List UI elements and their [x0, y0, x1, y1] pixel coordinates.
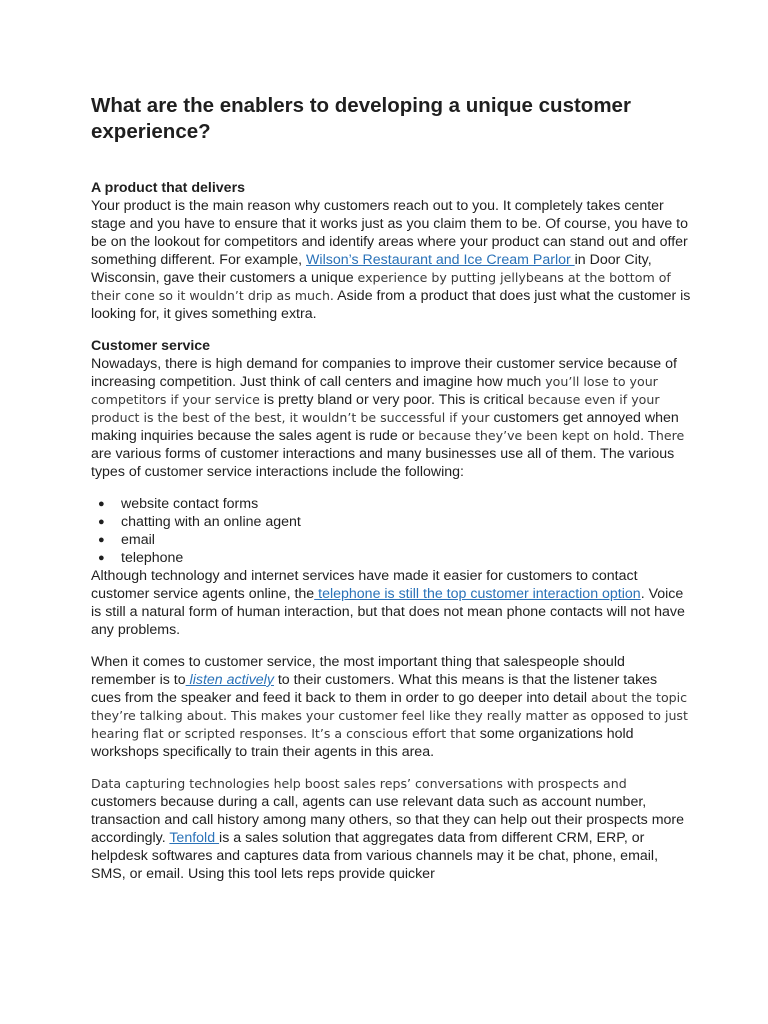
text-run: customers get annoyed when making inquiries because the sales agent is rude or	[91, 410, 679, 444]
link-listen-actively[interactable]: listen actively	[185, 672, 274, 688]
list-item-label: chatting with an online agent	[121, 514, 301, 530]
list-item-label: website contact forms	[121, 496, 259, 512]
list-item-label: telephone	[121, 550, 184, 566]
text-run: Although technology and internet services have made it easier for customers to contact customer service agents online, the	[91, 568, 638, 602]
text-run: Nowadays, there is high demand for companies to improve their customer service because of increasing competition. Just think of call centers and imagine how much	[91, 356, 677, 390]
text-run: Your product is the main reason why customers reach out to you. It completely takes center stage and you have to ensure that it works just as you claim them to be. Of course, you have to be on the lookout for competitors and identify areas where your product can stand out and offer something different. For example,	[91, 198, 688, 268]
text-run: to their customers. What this means is that the listener takes cues from the speaker and feed it back to them in order to go deeper into detail	[91, 672, 658, 706]
paragraph-telephone	[91, 567, 691, 639]
text-run: is pretty bland or very poor. This is critical	[259, 392, 528, 408]
list-item	[98, 549, 691, 567]
text-run: Data capturing technologies help boost sales reps’ conversations with prospects and	[91, 776, 627, 791]
list-item	[98, 531, 691, 549]
section-heading-customer-service: Customer service	[91, 338, 211, 354]
paragraph-listen-actively	[91, 653, 691, 761]
text-run: in Door City, Wisconsin, gave their customers a unique	[91, 252, 652, 286]
text-run: about the topic they’re talking about. This makes your customer feel like they really matter as opposed to just hearing flat or scripted responses. It’s a conscious effort that	[91, 690, 688, 741]
text-run: experience by putting jellybeans at the bottom of their cone so it wouldn’t drip as much.	[91, 270, 671, 303]
text-run: because even if your product is the best of the best, it wouldn’t be successful if your	[91, 392, 660, 425]
list-item-label: email	[121, 532, 155, 548]
paragraph-data-capturing	[91, 775, 691, 883]
bullet-icon: ●	[98, 516, 105, 528]
text-run: some organizations hold workshops specifically to train their agents in this area.	[91, 726, 634, 760]
paragraph-product	[91, 197, 691, 323]
link-telephone-top-interaction[interactable]: telephone is still the top customer interaction option	[314, 586, 641, 602]
text-run: you’ll lose to your competitors if your service	[91, 374, 658, 407]
bullet-icon: ●	[98, 552, 105, 564]
text-run: Aside from a product that does just what the customer is looking for, it gives something extra.	[91, 288, 691, 322]
section-heading-product: A product that delivers	[91, 180, 245, 196]
text-run: When it comes to customer service, the most important thing that salespeople should remember is to	[91, 654, 625, 688]
text-run: are various forms of customer interactions and many businesses use all of them. The various types of customer service interactions include the following:	[91, 446, 675, 480]
link-tenfold[interactable]: Tenfold	[169, 830, 220, 846]
interaction-types-list	[91, 495, 691, 567]
text-run: . Voice is still a natural form of human interaction, but that does not mean phone contacts will not have any problems.	[91, 586, 685, 638]
text-run: customers because during a call, agents can use relevant data such as account number, transaction and call history among many others, so that they can help out their prospects more accordingly.	[91, 794, 685, 846]
list-item	[98, 513, 691, 531]
link-wilsons-restaurant[interactable]: Wilson’s Restaurant and Ice Cream Parlor	[306, 252, 575, 268]
text-run: is a sales solution that aggregates data from different CRM, ERP, or helpdesk softwares and captures data from various channels may it be chat, phone, email, SMS, or email. Using this tool lets reps provide quicker	[91, 830, 659, 882]
bullet-icon: ●	[98, 534, 105, 546]
bullet-icon: ●	[98, 498, 105, 510]
article-title: What are the enablers to developing a unique customer experience?	[91, 94, 631, 143]
article-body	[91, 93, 691, 883]
paragraph-customer-service-intro	[91, 355, 691, 481]
text-run: because they’ve been kept on hold. There	[418, 428, 685, 443]
list-item	[98, 495, 691, 513]
